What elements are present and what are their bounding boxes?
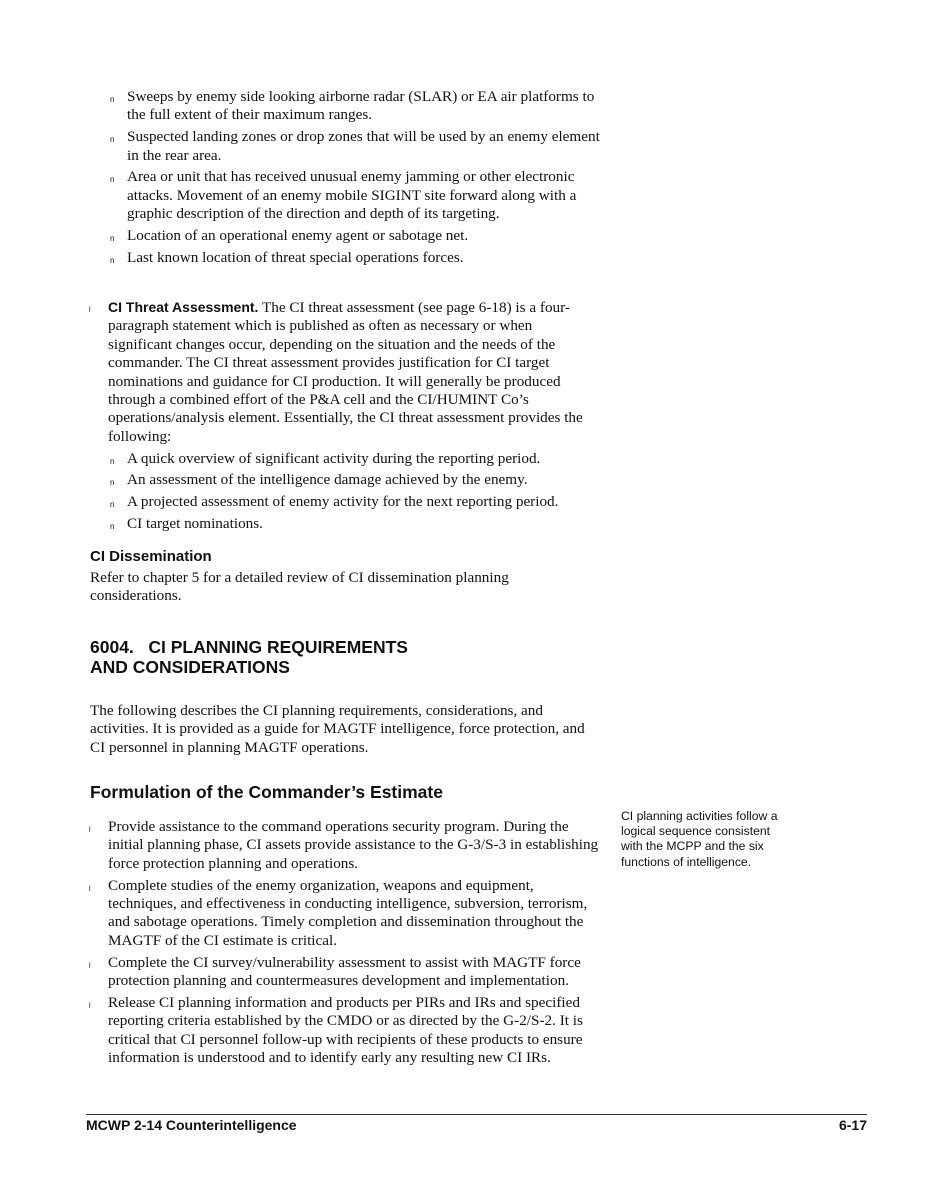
- bullet-icon: n: [110, 500, 115, 510]
- threat-assessment-item: [0, 298, 600, 446]
- bullet-icon: n: [110, 456, 115, 466]
- bullet-icon: n: [110, 234, 115, 244]
- list-item: n Area or unit that has received unusual enemy jamming or other electronic attacks. Movement of an enemy mobile SIGINT site forward along with a graphic description of the direction and depth of its targeting.: [110, 168, 577, 223]
- bullet-icon: l: [89, 962, 91, 970]
- bullet-icon: n: [110, 522, 115, 532]
- list-item: n A quick overview of significant activity during the reporting period.: [0, 450, 600, 468]
- list-item: n CI target nominations.: [0, 515, 600, 533]
- list-item: l Provide assistance to the command operations security program. During the initial planning phase, CI assets provide assistance to the G-3/S-3 in establishing force protection planning and operations.: [89, 818, 599, 872]
- threat-assessment-text: The CI threat assessment (see page 6-18) is a four-paragraph statement which is published as often as necessary or when significant changes occur, depending on the situation and the needs of the commander. The CI threat assessment provides justification for CI target nominations and guidance for CI production. It will generally be produced through a combined effort of the P&A cell and the CI/HUMINT Co’s operations/analysis element. Essentially, the CI threat assessment provides the following:: [108, 299, 583, 445]
- bullet-icon: l: [89, 885, 91, 893]
- footer-title: MCWP 2-14 Counterintelligence: [86, 1117, 297, 1133]
- list-item: n Location of an operational enemy agent or sabotage net.: [0, 227, 600, 245]
- intro-list: [0, 88, 600, 271]
- bullet-icon: n: [110, 135, 115, 145]
- page-number: 6-17: [838, 1117, 867, 1133]
- list-item: n A projected assessment of enemy activity for the next reporting period.: [0, 493, 600, 511]
- threat-assessment-block: [0, 298, 600, 537]
- margin-note: CI planning activities follow a logical sequence consistent with the MCPP and the six functions of intelligence.: [621, 809, 778, 869]
- dissemination-heading: CI Dissemination: [90, 548, 212, 565]
- estimate-heading: Formulation of the Commander’s Estimate: [90, 782, 443, 802]
- list-item: n Suspected landing zones or drop zones that will be used by an enemy element in the rear area.: [110, 128, 600, 164]
- threat-assessment-lead: CI Threat Assessment.: [108, 299, 259, 315]
- bullet-icon: n: [110, 175, 115, 185]
- bullet-icon: l: [89, 1002, 91, 1010]
- list-item: n Sweeps by enemy side looking airborne radar (SLAR) or EA air platforms to the full extent of their maximum ranges.: [110, 88, 595, 124]
- footer-rule: [86, 1114, 867, 1115]
- list-item: n Last known location of threat special operations forces.: [0, 249, 600, 267]
- bullet-icon: l: [89, 827, 91, 834]
- bullet-icon: n: [110, 255, 115, 265]
- bullet-icon: n: [110, 478, 115, 488]
- estimate-list: [0, 818, 600, 1071]
- section-title: 6004. CI PLANNING REQUIREMENTS AND CONSIDERATIONS: [90, 637, 408, 677]
- dissemination-text: Refer to chapter 5 for a detailed review of CI dissemination planning considerations.: [90, 569, 509, 605]
- section-intro: The following describes the CI planning requirements, considerations, and activities. It is provided as a guide for MAGTF intelligence, force protection, and CI personnel in planning MAGTF operations.: [90, 702, 585, 756]
- list-item: n An assessment of the intelligence damage achieved by the enemy.: [0, 471, 600, 489]
- bullet-icon: n: [110, 95, 115, 104]
- list-item: l Release CI planning information and products per PIRs and IRs and specified reporting criteria established by the CMDO or as directed by the G-2/S-2. It is critical that CI personnel follow-up with recipients of these products to ensure information is understood and to identify early any resulting new CI IRs.: [89, 993, 583, 1067]
- list-item: l Complete studies of the enemy organization, weapons and equipment, techniques, and effectiveness in conducting intelligence, subversion, terrorism, and sabotage operations. Timely completion and dissemination throughout the MAGTF of the CI estimate is critical.: [89, 876, 588, 949]
- list-item: l Complete the CI survey/vulnerability assessment to assist with MAGTF force protection planning and countermeasures development and implementation.: [89, 953, 581, 990]
- bullet-icon: l: [89, 307, 91, 314]
